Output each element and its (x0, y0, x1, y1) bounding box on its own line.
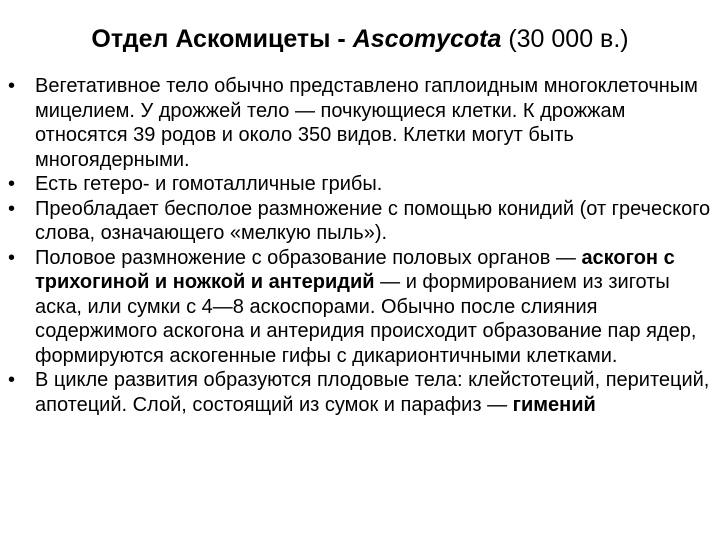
bullet-item-vegetative-body (8, 74, 714, 172)
bullet-list (8, 74, 714, 417)
bullet-text-bold-organs: аскогон с трихогиной и ножкой и антеридий (35, 246, 675, 293)
bullet-item-sexual-reproduction (8, 246, 714, 369)
bullet-text-bold-hymenium: гимений (512, 393, 596, 416)
bullet-text-start: В цикле развития образуются плодовые тела: клейстотеций, перитеций, апотеций. Слой, состоящий из сумок и парафиз — (35, 369, 710, 416)
bullet-icon: • (8, 75, 16, 97)
bullet-icon: • (8, 173, 16, 195)
bullet-icon: • (8, 246, 16, 269)
bullet-text-end: — и формированием из зиготы аска, или сумки с 4—8 аскоспорами. Обычно после слияния содержимого аскогона и антеридия происходит образование пар ядер, формируются аскогенные гифы с дикарионтичными клетками. (35, 271, 697, 367)
bullet-icon: • (8, 197, 16, 220)
bullet-item-asexual-reproduction (8, 197, 714, 246)
bullet-icon: • (8, 369, 16, 391)
title-latin-name: Ascomycota (352, 25, 502, 53)
title-species-count: (30 000 в.) (501, 25, 629, 53)
slide-title (0, 24, 720, 54)
bullet-text-start: Половое размножение с образование половых органов — (35, 246, 582, 269)
title-prefix: Отдел Аскомицеты - (91, 25, 353, 53)
bullet-text: Преобладает бесполое размножение с помощью конидий (от греческого слова, означающего «мелкую пыль»). (35, 197, 711, 244)
bullet-text: Есть гетеро- и гомоталличные грибы. (35, 173, 383, 195)
bullet-item-fruiting-bodies (8, 368, 714, 417)
bullet-text: Вегетативное тело обычно представлено гаплоидным многоклеточным мицелием. У дрожжей тело — почкующиеся клетки. К дрожжам относятся 39 родов и около 350 видов. Клетки могут быть многоядерными. (35, 75, 698, 171)
bullet-item-thallism (8, 172, 714, 197)
